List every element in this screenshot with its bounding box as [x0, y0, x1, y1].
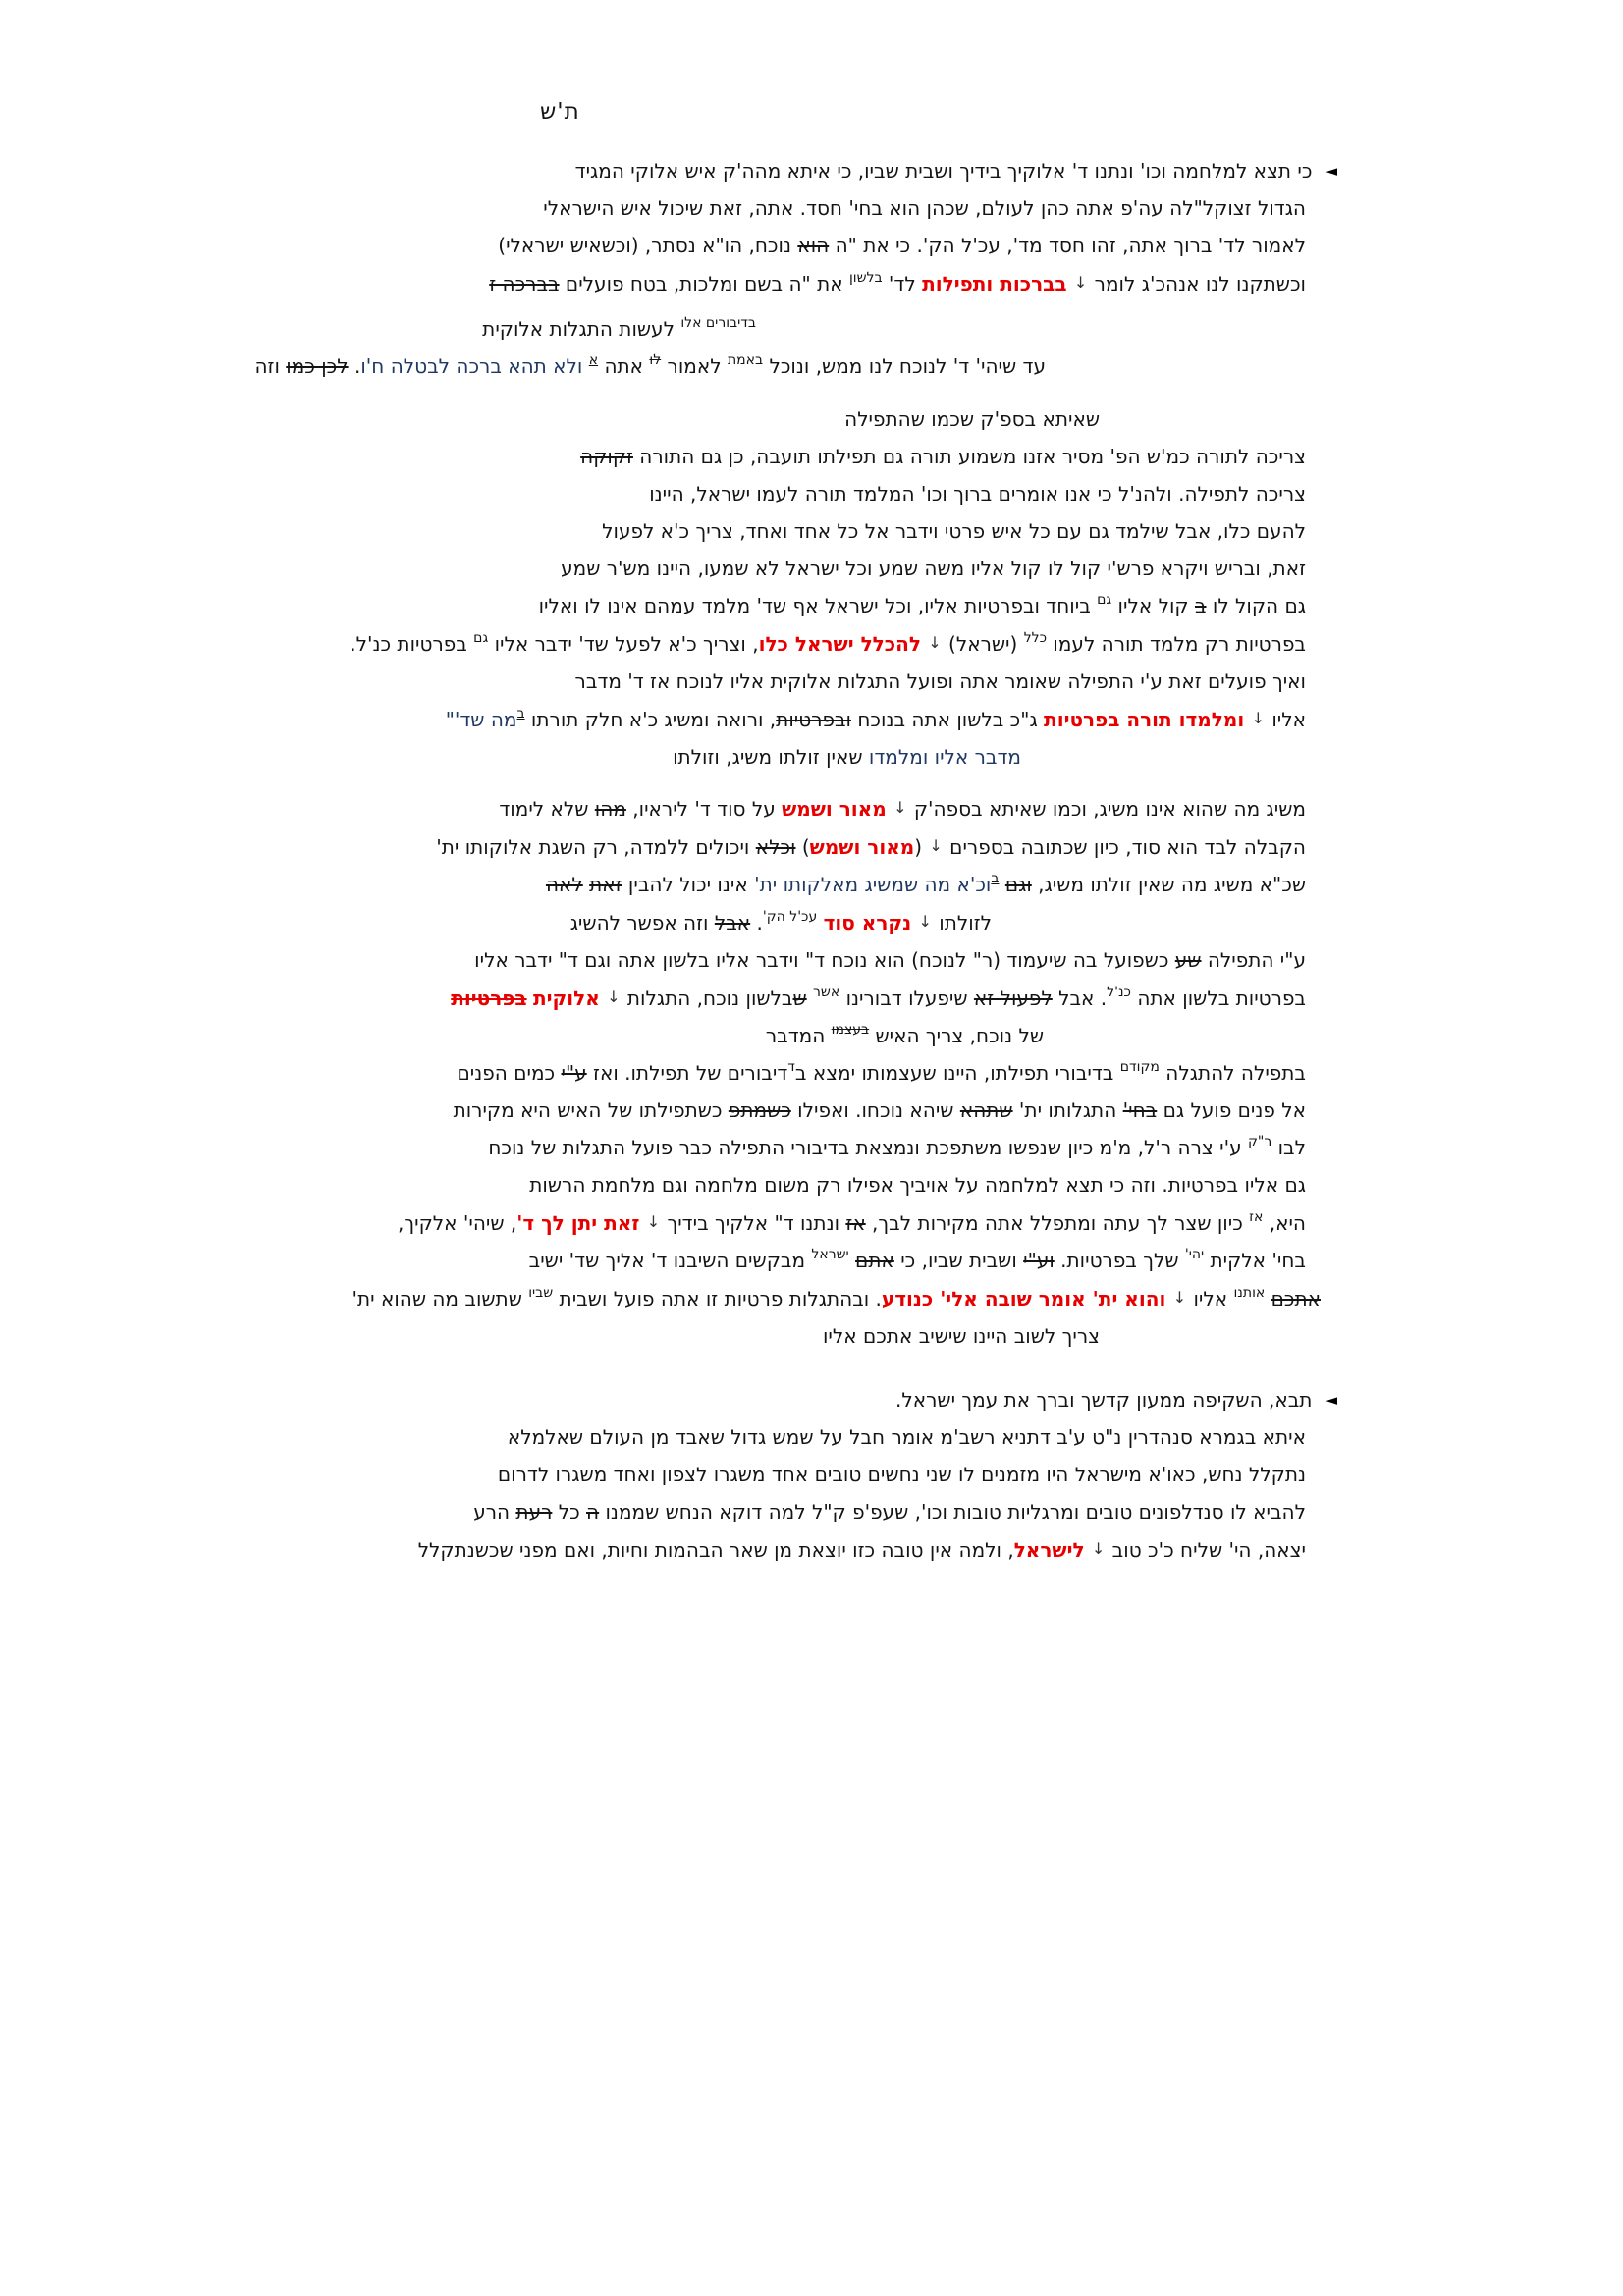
text-run: , שיהי' אלקיך,	[398, 1211, 517, 1235]
text-line	[137, 979, 1306, 1017]
text-line	[137, 1381, 1337, 1418]
text-run	[1085, 1538, 1091, 1562]
text-line	[137, 1203, 1306, 1242]
text-line	[137, 1418, 1306, 1456]
text-run: .	[750, 911, 763, 934]
text-run: התגלותו ית'	[1012, 1098, 1123, 1122]
text-line	[137, 310, 756, 347]
text-run: ר"ק	[1247, 1134, 1272, 1149]
text-run: יצאה, הי' שליח כ'כ טוב	[1106, 1538, 1306, 1562]
text-run: אתם	[855, 1249, 894, 1272]
text-run: אינו יכול להבין	[622, 873, 755, 896]
text-run: בחי' אלקית	[1204, 1249, 1306, 1272]
text-line	[137, 789, 1306, 828]
text-line	[137, 587, 1306, 624]
text-run: , וצריך כ'א לפעל שד' ידבר אליו	[488, 632, 759, 656]
text-run: להכלל ישראל כלו	[758, 632, 921, 656]
text-run: נקרא סוד	[823, 911, 912, 934]
text-run: לפעול זא	[973, 987, 1053, 1010]
insertion-arrow-icon: ↓	[929, 836, 943, 855]
text-line	[137, 1017, 1044, 1054]
text-run: בפרטיות רק מלמד תורה לעמו	[1047, 632, 1306, 656]
text-run: ולא תהא ברכה לבטלה ח'ו	[360, 354, 583, 378]
text-run: שאיתא בספ'ק שכמו שהתפילה	[844, 407, 1100, 431]
text-line	[137, 1129, 1306, 1166]
text-run: בפרטיות כנ'ל.	[350, 632, 474, 656]
text-run: בפרטיות	[451, 987, 527, 1010]
text-line	[137, 738, 1021, 775]
text-run: שתשוב מה שהוא ית'	[352, 1287, 529, 1310]
text-line	[137, 550, 1306, 587]
text-run: ב	[991, 871, 1000, 886]
text-run: כשפועל בה שיעמוד (ר" לנוכח) הוא נוכח ד" וידבר אליו בלשון אתה וגם ד" ידבר אליו	[474, 948, 1175, 972]
text-run: בברכה ז	[489, 272, 560, 295]
text-line	[137, 700, 1306, 738]
text-run: לאמור לד' ברוך אתה, זהו חסד מד', עכ'ל הק'. כי את "ה	[829, 234, 1306, 257]
text-run: הקבלה לבד הוא סוד, כיון שכתובה בספרים	[943, 835, 1306, 859]
text-run: לכן כמו	[286, 354, 349, 378]
text-run: כל	[552, 1500, 587, 1523]
text-run: ויכולים ללמדה, רק השגת אלוקותו ית'	[436, 835, 756, 859]
text-run: אז	[1249, 1209, 1264, 1225]
text-run: ג"כ בלשון אתה בנוכח	[851, 708, 1045, 731]
paragraph	[137, 1381, 1365, 1569]
text-run: אליו	[1187, 1287, 1234, 1310]
text-run: לד'	[882, 272, 923, 295]
text-run: זקוקה	[580, 445, 633, 468]
text-run: זאת יתן לך ד'	[516, 1211, 640, 1235]
text-run: אותנו	[1233, 1285, 1266, 1301]
text-line	[137, 1530, 1306, 1569]
text-line	[137, 1054, 1306, 1092]
text-run	[1165, 1287, 1171, 1310]
text-run: בברכות ותפילות	[922, 272, 1067, 295]
text-line	[137, 189, 1306, 227]
text-run: שיהא נוכחו. ואפילו	[790, 1098, 960, 1122]
text-line	[137, 400, 1100, 438]
text-line	[137, 1092, 1306, 1129]
list-bullet-icon: ◄	[1325, 1391, 1337, 1409]
insertion-arrow-icon: ↓	[893, 798, 907, 817]
text-line	[137, 475, 1306, 512]
text-run: ה	[586, 1500, 600, 1523]
insertion-arrow-icon: ↓	[607, 988, 621, 1006]
text-run: מה שד'"	[445, 708, 517, 731]
text-line	[137, 624, 1306, 663]
text-run: שאין זולתו משיג, וזולתו	[673, 745, 869, 769]
text-run: וע"י	[1023, 1249, 1055, 1272]
text-run: איתא בגמרא סנהדרין נ"ט ע'ב דתניא רשב'מ אומר חבל על שמש גדול שאבד מן העולם שאלמלא	[507, 1425, 1306, 1449]
text-run: ואיך פועלים זאת ע'י התפילה שאומר אתה ופועל התגלות אלוקית אליו לנוכח אז ד' מדבר	[574, 669, 1306, 693]
text-run: צריכה לתפילה. ולהנ'ל כי אנו אומרים ברוך וכו' המלמד תורה לעמו ישראל, היינו	[649, 482, 1306, 506]
text-run: ב	[1194, 594, 1207, 617]
text-run: בלשון	[848, 270, 883, 286]
text-run: ונתנו ד" אלקיך בידיך	[661, 1211, 846, 1235]
text-run: כלל	[1023, 630, 1048, 646]
text-run: עד שיהי' ד' לנוכח לנו ממש, ונוכל	[763, 354, 1046, 378]
text-run: באמת	[727, 352, 764, 368]
insertion-arrow-icon: ↓	[928, 633, 942, 652]
text-run: (ישראל)	[942, 632, 1024, 656]
text-run: . ובהתגלות פרטיות זו אתה פועל ושבית	[553, 1287, 882, 1310]
text-line	[137, 264, 1306, 302]
text-run: מקודם	[1119, 1059, 1160, 1075]
text-run: רעת	[515, 1500, 553, 1523]
text-run: היא,	[1263, 1211, 1306, 1235]
text-run: אז	[845, 1211, 866, 1235]
insertion-arrow-icon: ↓	[918, 912, 932, 931]
text-run: ושבית שביו, כי	[893, 1249, 1024, 1272]
text-run: ד	[787, 1059, 795, 1075]
text-run: שלא לימוד	[499, 797, 595, 821]
text-run: משיג מה שהוא אינו משיג, וכמו שאיתא בספה'ק	[907, 797, 1306, 821]
text-line	[137, 512, 1306, 550]
text-run: שתהא	[959, 1098, 1013, 1122]
text-run: בלשון נוכח, התגלות	[621, 987, 793, 1010]
insertion-arrow-icon: ↓	[1172, 1288, 1187, 1307]
text-run: ביוחד ובפרטיות אליו, וכל ישראל אף שד' מלמד עמהם אינו לו ואליו	[538, 594, 1098, 617]
text-run: גם הקול לו	[1206, 594, 1306, 617]
text-run: ב	[516, 706, 525, 721]
text-line	[137, 1166, 1306, 1203]
text-run: מדבר אליו ומלמדו	[868, 745, 1021, 769]
text-run: אתה	[598, 354, 650, 378]
text-run: שביו	[528, 1285, 554, 1301]
text-run: וכ'א מה שמשיג מאלקותו ית'	[754, 873, 992, 896]
text-run: אשר	[813, 985, 840, 1000]
text-line	[137, 152, 1337, 189]
text-run: ע"י	[561, 1061, 587, 1085]
text-run: זאת	[589, 873, 622, 896]
text-run: צריך לשוב היינו שישיב אתכם אליו	[822, 1324, 1100, 1348]
text-run: מבקשים השיבנו ד' אליך שד' ישיב	[528, 1249, 812, 1272]
text-run: המדבר	[765, 1024, 832, 1047]
text-line	[137, 438, 1306, 475]
text-run: לאה	[545, 873, 583, 896]
text-run: נוכח, הו"א נסתר, (וכשאיש ישראלי)	[498, 234, 798, 257]
text-run: הוא	[797, 234, 830, 257]
insertion-arrow-icon: ↓	[1251, 709, 1265, 727]
text-run: כשמתפ	[728, 1098, 791, 1122]
text-line	[137, 227, 1306, 264]
text-run: ע'י צרה ר'ל, מ'מ כיון שנפשו משתפכת ונמצאת בדיבורי התפילה כבר פועל התגלות של נוכח	[488, 1136, 1248, 1159]
text-run: לאמור	[661, 354, 728, 378]
text-run	[639, 1211, 645, 1235]
text-run: בפרטיות בלשון אתה	[1130, 987, 1306, 1010]
text-run: וזה	[254, 354, 287, 378]
text-run: עכ'ל הק'	[762, 909, 818, 925]
text-run: )	[795, 835, 810, 859]
text-run: ישראל	[811, 1247, 849, 1262]
text-run: כשתפילתו של האיש היא מקירות	[453, 1098, 729, 1122]
text-run: (	[914, 835, 929, 859]
text-run: גם	[1097, 592, 1112, 608]
text-run: וכשתקנו לנו אנהכ'ג לומר	[1088, 272, 1306, 295]
text-run: , ולמה אין טובה כזו יוצאת מן שאר הבהמות וחיות, ואם מפני שכשנתקלל	[417, 1538, 1014, 1562]
text-run: שיפעלו דבורינו	[839, 987, 974, 1010]
text-line	[137, 347, 1046, 385]
text-run: ע"י התפילה	[1201, 948, 1306, 972]
text-line	[137, 1242, 1306, 1279]
text-run: תבא, השקיפה ממעון קדשך וברך את עמך ישראל.	[895, 1388, 1313, 1412]
text-run	[1244, 708, 1250, 731]
text-run: כיון שצר לך עתה ומתפלל אתה מקירות לבך,	[865, 1211, 1250, 1235]
text-run: מהו	[594, 797, 626, 821]
paragraph	[137, 152, 1365, 1355]
text-run: כי תצא למלחמה וכו' ונתנו ד' אלוקיך בידיך ושבית שביו, כי איתא מהה'ק איש אלוקי המגיד	[574, 159, 1313, 183]
text-run: ש	[792, 987, 807, 1010]
text-run	[1067, 272, 1073, 295]
text-run: כמים הפנים	[457, 1061, 562, 1085]
text-run: ומלמדו תורה בפרטיות	[1044, 708, 1245, 731]
text-run: בדיבורים אלו	[680, 315, 756, 331]
text-run: את "ה בשם ומלכות, בטח פועלים	[559, 272, 849, 295]
text-run: וזה אפשר להשיג	[569, 911, 715, 934]
text-run: לו	[649, 352, 662, 368]
text-run: לבו	[1271, 1136, 1306, 1159]
text-line	[137, 1317, 1100, 1355]
text-run: , ורואה ומשיג כ'א חלק תורתו	[524, 708, 777, 731]
text-run: בחי'	[1122, 1098, 1158, 1122]
text-run: זאת, ובריש ויקרא פרש'י קול לו קול אליו משה שמע וכל ישראל לא שמעו, היינו מש'ר שמע	[561, 557, 1306, 580]
text-run: צריכה לתורה כמ'ש הפ' מסיר אזנו משמוע תורה גם תפילתו תועבה, כן גם התורה	[632, 445, 1306, 468]
text-line	[137, 866, 1306, 903]
text-run: הרע	[473, 1500, 516, 1523]
text-run: אל פנים פועל גם	[1157, 1098, 1306, 1122]
text-line	[137, 941, 1306, 979]
text-run	[911, 911, 917, 934]
text-run: אתכם	[1271, 1287, 1321, 1310]
text-line	[137, 1493, 1306, 1530]
text-run: בעצמו	[831, 1022, 870, 1038]
insertion-arrow-icon: ↓	[1073, 273, 1088, 292]
text-run: שלך בפרטיות.	[1054, 1249, 1185, 1272]
text-run: להעם כלו, אבל שילמד גם עם כל איש פרטי וידבר אל כל אחד ואחד, צריך כ'א לפעול	[602, 519, 1306, 543]
text-run: גם	[473, 630, 489, 646]
text-run: אלוקית	[532, 987, 600, 1010]
text-run: . אבל	[1052, 987, 1108, 1010]
text-run: אבל	[714, 911, 751, 934]
text-line	[137, 903, 992, 941]
text-line	[137, 1279, 1321, 1317]
text-run: שכ"א משיג מה שאין זולתו משיג,	[1031, 873, 1306, 896]
text-run: של נוכח, צריך האיש	[869, 1024, 1044, 1047]
text-run: אליו	[1265, 708, 1306, 731]
text-run: על סוד ד' ליראיו,	[625, 797, 783, 821]
text-run: גם אליו בפרטיות. וזה כי תצא למלחמה על אויביך אפילו רק משום מלחמה וגם מלחמת הרשות	[529, 1173, 1306, 1197]
text-line	[137, 1456, 1306, 1493]
text-run: וכלא	[755, 835, 796, 859]
text-run: בדיבורי תפילתו, היינו שעצמותו ימצא ב	[794, 1061, 1120, 1085]
page-header: ת'ש	[540, 99, 580, 125]
text-run: לעשות התגלות אלוקית	[482, 317, 681, 341]
text-run: בתפילה להתגלה	[1159, 1061, 1306, 1085]
text-run: ובפרטיות	[776, 708, 851, 731]
insertion-arrow-icon: ↓	[646, 1212, 661, 1231]
text-run: .	[348, 354, 361, 378]
document-body	[137, 152, 1365, 1569]
text-run: מאור ושמש	[809, 835, 915, 859]
text-run: והוא ית' אומר שובה אלי' כנודע	[881, 1287, 1166, 1310]
text-line	[137, 828, 1306, 866]
text-run: שע	[1174, 948, 1202, 972]
text-run: לישראל	[1013, 1538, 1085, 1562]
text-run: דיבורים של תפילתו. ואז	[586, 1061, 788, 1085]
insertion-arrow-icon: ↓	[1091, 1539, 1106, 1558]
text-run: א	[588, 352, 599, 368]
text-run: הגדול זצוקל"לה עה'פ אתה כהן לעולם, שכהן הוא בחי' חסד. אתה, זאת שיכול איש הישראלי	[543, 196, 1306, 220]
text-run: נתקלל נחש, כאו'א מישראל היו מזמנים לו שני נחשים טובים אחד משגרו לצפון ואחד משגרו לדרום	[497, 1463, 1306, 1486]
text-run: מאור ושמש	[782, 797, 887, 821]
text-run: וגם	[1004, 873, 1032, 896]
list-bullet-icon: ◄	[1325, 162, 1337, 180]
text-run: להביא לו סנדלפונים טובים ומרגליות טובות וכו', שעפ'פ ק"ל למה דוקא הנחש שממנו	[599, 1500, 1306, 1523]
text-run: יהי'	[1184, 1247, 1205, 1262]
text-run: לזולתו	[932, 911, 992, 934]
text-line	[137, 663, 1306, 700]
text-run: כנ'ל	[1107, 985, 1131, 1000]
text-run: קול אליו	[1111, 594, 1195, 617]
